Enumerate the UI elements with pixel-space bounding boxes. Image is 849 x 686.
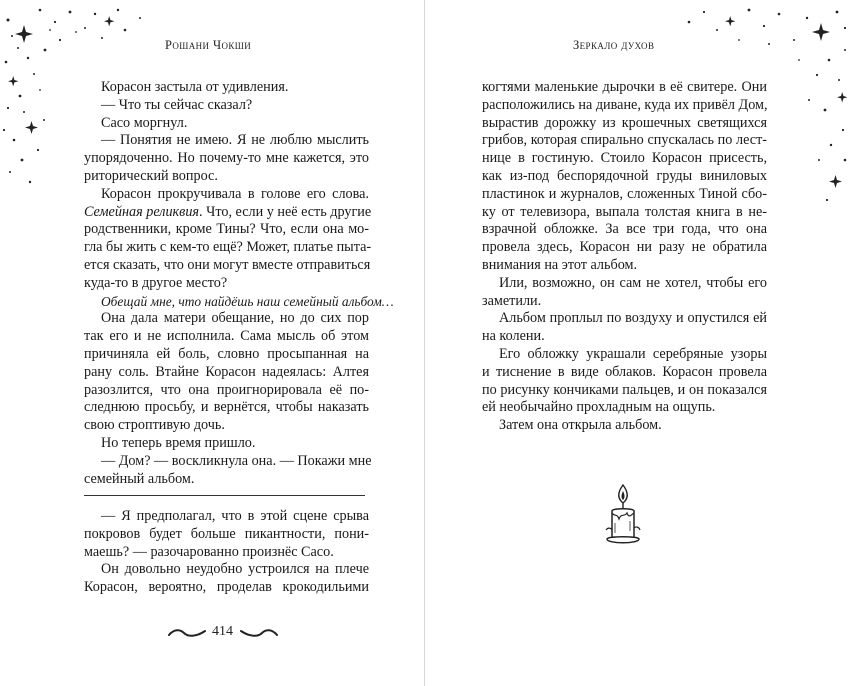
right-page-body-text: [482, 79, 767, 435]
text-line: семейный альбом.: [84, 470, 195, 487]
text-line: расположились на диване, куда их привёл Дом,: [482, 96, 768, 113]
text-line: Или, возможно, он сам не хотел, чтобы его: [499, 274, 767, 291]
text-line: и тиснение в виде облаков. Корасон провела: [482, 363, 767, 380]
running-head-title: Зеркало духов: [573, 38, 655, 52]
text-line: нице в гостиную. Стоило Корасон присесть,: [482, 150, 767, 167]
candle-illustration: [603, 483, 643, 547]
text-line: заметили.: [482, 292, 542, 309]
text-line: следнюю просьбу, и вернётся, чтобы наказать: [84, 399, 369, 416]
right-swash-ornament: [240, 627, 278, 639]
text-line: Затем она открыла альбом.: [499, 417, 662, 434]
text-line: Он довольно неудобно устроился на плече: [101, 561, 369, 578]
text-line: ку от телевизора, выпала толстая книга в не-: [482, 203, 767, 220]
left-page-footnote-text: [84, 508, 369, 597]
text-line: Корасон застыла от удивления.: [101, 79, 289, 95]
text-line: Сасо моргнул.: [101, 114, 188, 131]
text-line: когтями маленькие дырочки в её свитере. Они: [482, 79, 767, 95]
text-line: разозлится, что она проигнорировала её по-: [84, 381, 369, 398]
text-line: по рисунку кончиками пальцев, и он показался: [482, 381, 767, 398]
text-line: причиняла ей боль, словно просыпанная на: [84, 345, 369, 362]
text-line: грибов, которая спирально спускалась по лест-: [482, 132, 767, 149]
text-line-mixed: Семейная реликвия. Что, если у неё есть другие: [84, 203, 372, 220]
text-line: взрачной обложке. За все три года, что она: [482, 221, 767, 238]
text-line: родственники, кроме Тины? Что, если она мо-: [84, 221, 369, 238]
text-line: Корасон прокручивала в голове его слова.: [101, 185, 369, 202]
page-number-ornament: [168, 623, 278, 643]
text-line: Альбом проплыл по воздуху и опустился ей: [499, 310, 767, 327]
text-line: рану соль. Втайне Корасон надеялась: Алтея: [84, 363, 369, 380]
text-line: Она дала матери обещание, но до сих пор: [101, 310, 369, 327]
text-line: Его обложку украшали серебряные узоры: [499, 345, 767, 362]
text-line: пластинок и журналов, сложенных Тиной сбо-: [482, 185, 767, 202]
running-head-author: Рошани Чокши: [165, 38, 252, 52]
text-line: на колени.: [482, 328, 545, 345]
text-line: внимания на этот альбом.: [482, 256, 638, 273]
text-line: — Я предполагал, что в этой сцене срыва: [101, 508, 369, 524]
text-line: куда-то в другое место?: [84, 274, 228, 291]
footnote-divider: [84, 495, 365, 496]
text-line: вырастив дорожку из крошечных светящихся: [482, 114, 767, 131]
text-line: Корасон, вероятно, проделав крокодильими: [84, 579, 369, 596]
text-line: — Дом? — воскликнула она. — Покажи мне: [101, 452, 372, 469]
text-line: провела здесь, Корасон ни разу не обратила: [482, 239, 767, 256]
text-line: ей необычайно прохладным на ощупь.: [482, 399, 716, 416]
text-line: — Что ты сейчас сказал?: [101, 96, 253, 113]
text-line: риторический вопрос.: [84, 167, 218, 184]
text-line: маешь? — разочарованно произнёс Сасо.: [84, 543, 334, 560]
text-line: свою строптивую дочь.: [84, 417, 225, 434]
text-line: покровов будет больше пикантности, пони-: [84, 525, 369, 542]
text-line: — Понятия не имею. Я не люблю мыслить: [101, 132, 369, 149]
italic-promise-line: Обещай мне, что найдёшь наш семейный альбом…: [101, 293, 394, 309]
text-line: как из-под беспорядочной груды виниловых: [482, 167, 767, 184]
text-line: гла бы жить с кем-то ещё? Может, платье пыта-: [84, 239, 372, 256]
text-line: так его и не исполнила. Сама мысль об этом: [84, 328, 369, 345]
emphasis-family-heirloom: Семейная реликвия: [84, 203, 200, 220]
right-page: [425, 0, 849, 686]
page-number: 414: [212, 624, 233, 639]
text-line: Но теперь время пришло.: [101, 434, 256, 451]
text-line: ется сказать, что они могут вместе отправиться: [84, 256, 371, 273]
text-line: упорядоченно. Но почему-то мне кажется, это: [84, 150, 369, 167]
left-page-body-text: [84, 79, 394, 488]
left-swash-ornament: [168, 627, 206, 639]
